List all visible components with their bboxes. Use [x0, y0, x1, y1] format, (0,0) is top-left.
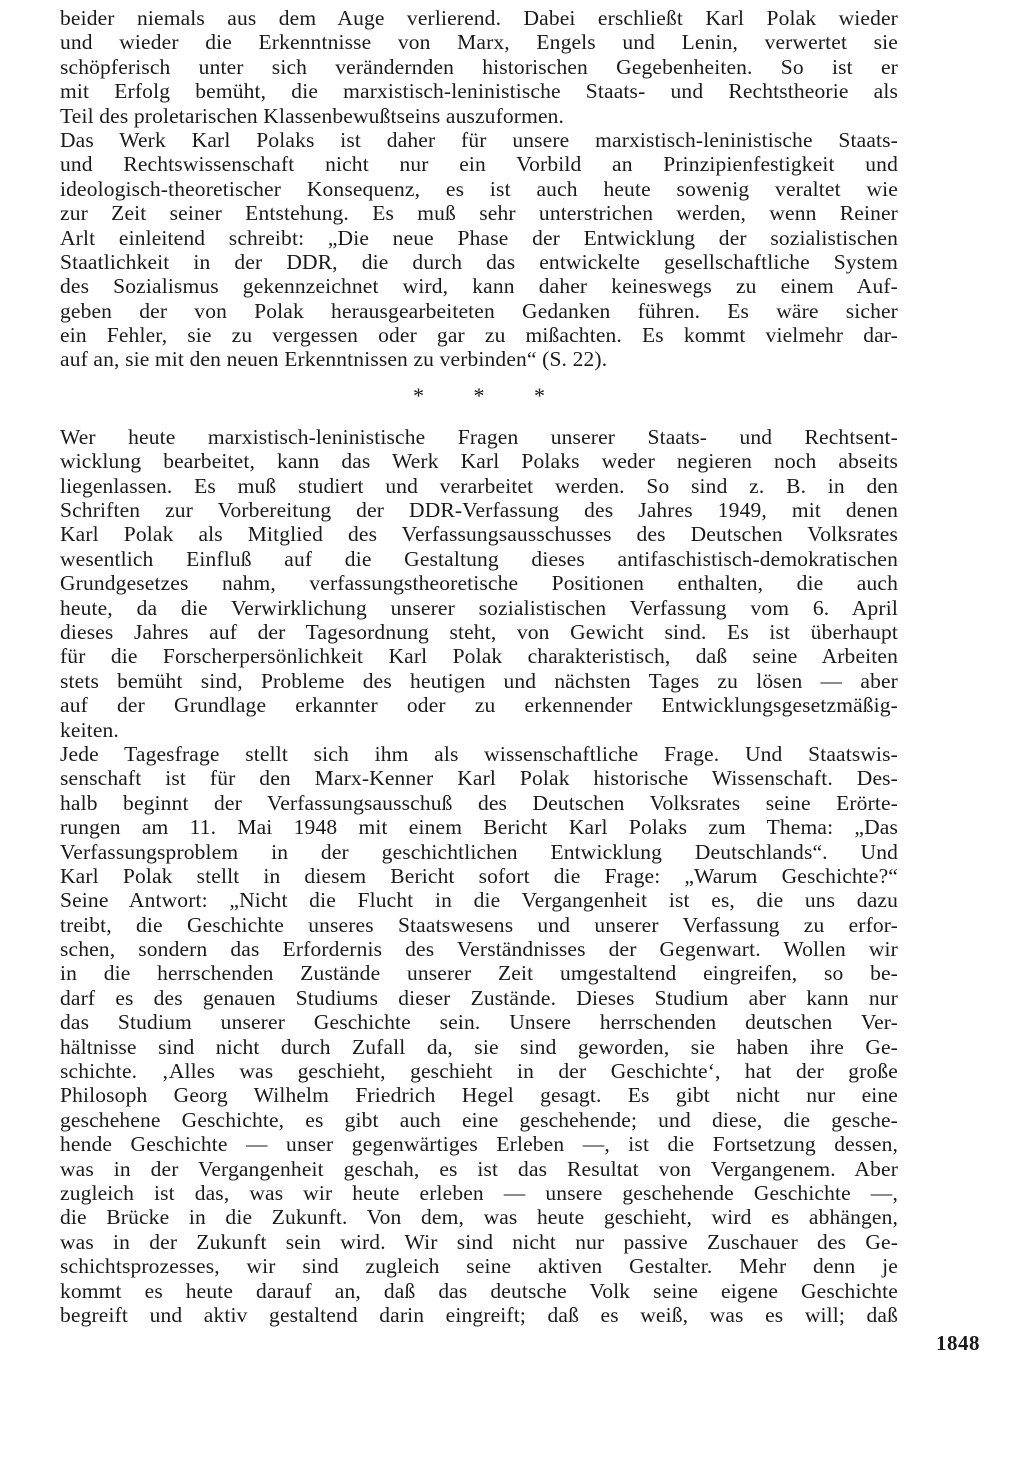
- text-line: darf es des genauen Studiums dieser Zustände. Dieses Studium aber kann nur: [60, 985, 898, 1010]
- text-line: ideologisch-theoretischer Konsequenz, es ist auch heute sowenig veraltet wie: [60, 176, 898, 201]
- text-line: zur Zeit seiner Entstehung. Es muß sehr unterstrichen werden, wenn Reiner: [60, 201, 898, 226]
- text-line: kommt es heute darauf an, daß das deutsche Volk seine eigene Geschichte: [60, 1278, 898, 1303]
- paragraph-3: [60, 425, 898, 742]
- text-line: keiten.: [60, 717, 119, 742]
- page-number: 1848: [936, 1331, 980, 1355]
- text-line: für die Forscherpersönlichkeit Karl Polak charakteristisch, daß seine Arbeiten: [60, 644, 898, 669]
- text-line: mit Erfolg bemüht, die marxistisch-leninistische Staats- und Rechtstheorie als: [60, 79, 898, 104]
- text-line: wicklung bearbeitet, kann das Werk Karl Polaks weder negieren noch abseits: [60, 449, 898, 474]
- text-line: geben der von Polak herausgearbeiteten Gedanken führen. Es wäre sicher: [60, 298, 898, 323]
- text-line: zugleich ist das, was wir heute erleben — unsere geschehende Geschichte —,: [60, 1180, 898, 1205]
- text-line: ein Fehler, sie zu vergessen oder gar zu mißachten. Es kommt vielmehr dar-: [60, 323, 898, 348]
- text-line: Wer heute marxistisch-leninistische Fragen unserer Staats- und Rechtsent-: [60, 424, 898, 449]
- text-line: Arlt einleitend schreibt: „Die neue Phase der Entwicklung der sozialistischen: [60, 225, 898, 250]
- document-page: [60, 6, 898, 1327]
- text-line: stets bemüht sind, Probleme des heutigen und nächsten Tages zu lösen — aber: [60, 668, 898, 693]
- text-line: Philosoph Georg Wilhelm Friedrich Hegel gesagt. Es gibt nicht nur eine: [60, 1083, 898, 1108]
- text-line: Verfassungsproblem in der geschichtlichen Entwicklung Deutschlands“. Und: [60, 839, 898, 864]
- text-line: senschaft ist für den Marx-Kenner Karl Polak historische Wissenschaft. Des-: [60, 766, 898, 791]
- text-line: Teil des proletarischen Klassenbewußtseins auszuformen.: [60, 103, 565, 128]
- text-line: auf der Grundlage erkannter oder zu erkennender Entwicklungsgesetzmäßig-: [60, 693, 898, 718]
- text-line: heute, da die Verwirklichung unserer sozialistischen Verfassung vom 6. April: [60, 595, 898, 620]
- text-line: begreift und aktiv gestaltend darin eingreift; daß es weiß, was es will; daß: [60, 1302, 898, 1327]
- text-line: liegenlassen. Es muß studiert und verarbeitet werden. So sind z. B. in den: [60, 473, 898, 498]
- text-line: Das Werk Karl Polaks ist daher für unsere marxistisch-leninistische Staats-: [60, 127, 898, 152]
- text-line: was in der Vergangenheit geschah, es ist das Resultat von Vergangenem. Aber: [60, 1156, 898, 1181]
- text-line: rungen am 11. Mai 1948 mit einem Bericht Karl Polaks zum Thema: „Das: [60, 815, 898, 840]
- text-line: die Brücke in die Zukunft. Von dem, was heute geschieht, wird es abhängen,: [60, 1205, 898, 1230]
- text-line: schichte. ‚Alles was geschieht, geschieht in der Geschichte‘, hat der große: [60, 1059, 898, 1084]
- text-line: schen, sondern das Erfordernis des Verständnisses der Gegenwart. Wollen wir: [60, 937, 898, 962]
- text-line: beider niemals aus dem Auge verlierend. Dabei erschließt Karl Polak wieder: [60, 6, 898, 30]
- text-line: und wieder die Erkenntnisse von Marx, Engels und Lenin, verwertet sie: [60, 30, 898, 55]
- text-line: geschehene Geschichte, es gibt auch eine geschehende; und diese, die gesche-: [60, 1107, 898, 1132]
- text-line: des Sozialismus gekennzeichnet wird, kann daher keineswegs zu einem Auf-: [60, 274, 898, 299]
- text-line: Karl Polak als Mitglied des Verfassungsausschusses des Deutschen Volksrates: [60, 522, 898, 547]
- section-break: * * *: [413, 383, 567, 409]
- text-line: wesentlich Einfluß auf die Gestaltung dieses antifaschistisch-demokratischen: [60, 546, 898, 571]
- text-line: Seine Antwort: „Nicht die Flucht in die Vergangenheit ist es, die uns dazu: [60, 888, 898, 913]
- text-line: Staatlichkeit in der DDR, die durch das entwickelte gesellschaftliche System: [60, 249, 898, 274]
- text-line: Karl Polak stellt in diesem Bericht sofort die Frage: „Warum Geschichte?“: [60, 863, 898, 888]
- text-line: halb beginnt der Verfassungsausschuß des Deutschen Volksrates seine Erörte-: [60, 790, 898, 815]
- text-line: dieses Jahres auf der Tagesordnung steht, von Gewicht sind. Es ist überhaupt: [60, 619, 898, 644]
- paragraph-4: [60, 742, 898, 1327]
- text-line: treibt, die Geschichte unseres Staatswesens und unserer Verfassung zu erfor-: [60, 912, 898, 937]
- text-line: schichtsprozesses, wir sind zugleich seine aktiven Gestalter. Mehr denn je: [60, 1254, 898, 1279]
- text-line: hältnisse sind nicht durch Zufall da, sie sind geworden, sie haben ihre Ge-: [60, 1034, 898, 1059]
- text-line: was in der Zukunft sein wird. Wir sind nicht nur passive Zuschauer des Ge-: [60, 1229, 898, 1254]
- text-line: hende Geschichte — unser gegenwärtiges Erleben —, ist die Fortsetzung dessen,: [60, 1132, 898, 1157]
- text-line: Grundgesetzes nahm, verfassungstheoretische Positionen enthalten, die auch: [60, 571, 898, 596]
- paragraph-1: [60, 6, 898, 128]
- paragraph-2: [60, 128, 898, 372]
- text-line: und Rechtswissenschaft nicht nur ein Vorbild an Prinzipienfestigkeit und: [60, 152, 898, 177]
- text-line: Jede Tagesfrage stellt sich ihm als wissenschaftliche Frage. Und Staatswis-: [60, 741, 898, 766]
- text-line: auf an, sie mit den neuen Erkenntnissen zu verbinden“ (S. 22).: [60, 347, 608, 372]
- text-line: Schriften zur Vorbereitung der DDR-Verfassung des Jahres 1949, mit denen: [60, 498, 898, 523]
- text-line: in die herrschenden Zustände unserer Zeit umgestaltend eingreifen, so be-: [60, 961, 898, 986]
- text-line: schöpferisch unter sich verändernden historischen Gegebenheiten. So ist er: [60, 54, 898, 79]
- text-line: das Studium unserer Geschichte sein. Unsere herrschenden deutschen Ver-: [60, 1010, 898, 1035]
